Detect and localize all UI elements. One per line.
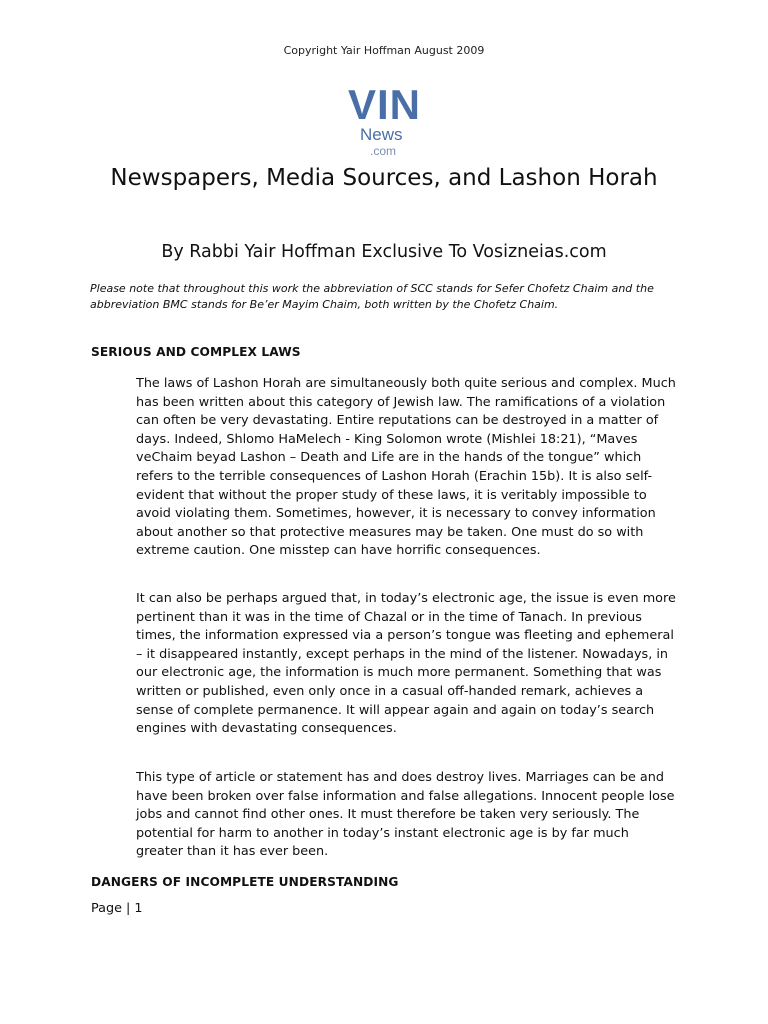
body-paragraph-1: The laws of Lashon Horah are simultaneously both quite serious and complex. Much has been written about this category of Jewish law. The ramifications of a violation can often be very devastating. Entire reputations can be destroyed in a matter of days. Indeed, Shlomo HaMelech - King Solomon wrote (Mishlei 18:21), “Maves veChaim beyad Lashon – Death and Life are in the hands of the tongue” which refers to the terrible consequences of Lashon Horah (Erachin 15b). It is also self-evident that without the proper study of these laws, it is veritably impossible to avoid violating them. Sometimes, however, it is necessary to convey information about another so that protective measures may be taken. One must do so with extreme caution. One misstep can have horrific consequences. — [136, 376, 676, 559]
body-paragraph-2: It can also be perhaps argued that, in today’s electronic age, the issue is even more pertinent than it was in the time of Chazal or in the time of Tanach. In previous times, the information expressed via a person’s tongue was fleeting and ephemeral – it disappeared instantly, except perhaps in the mind of the listener. Nowadays, in our electronic age, the information is much more permanent. Something that was written or published, even only once in a casual off-handed remark, achieves a sense of complete permanence. It will appear again and again on today’s search engines with devastating consequences. — [136, 591, 676, 737]
section-heading-incomplete-understanding: DANGERS OF INCOMPLETE UNDERSTANDING — [91, 875, 399, 889]
vin-news-logo — [348, 81, 424, 162]
page-number: Page | 1 — [91, 901, 143, 916]
logo-news-text: News — [360, 125, 403, 144]
logo-com-text: .com — [370, 144, 397, 158]
abbreviation-note: Please note that throughout this work the abbreviation of SCC stands for Sefer Chofetz Chaim and the abbreviation BMC stands for Be’er Mayim Chaim, both written by the Chofetz Chaim. — [90, 282, 654, 311]
copyright-line: Copyright Yair Hoffman August 2009 — [283, 44, 485, 57]
body-paragraph-3: This type of article or statement has and does destroy lives. Marriages can be and have been broken over false information and false allegations. Innocent people lose jobs and cannot find other ones. It must therefore be taken very seriously. The potential for harm to another in today’s instant electronic age is by far much greater than it has ever been. — [136, 770, 675, 860]
article-title: Newspapers, Media Sources, and Lashon Horah — [110, 165, 658, 191]
logo-vin-text: VIN — [348, 81, 422, 128]
article-byline: By Rabbi Yair Hoffman Exclusive To Vosizneias.com — [161, 242, 607, 262]
section-heading-serious-laws: SERIOUS AND COMPLEX LAWS — [91, 345, 301, 359]
